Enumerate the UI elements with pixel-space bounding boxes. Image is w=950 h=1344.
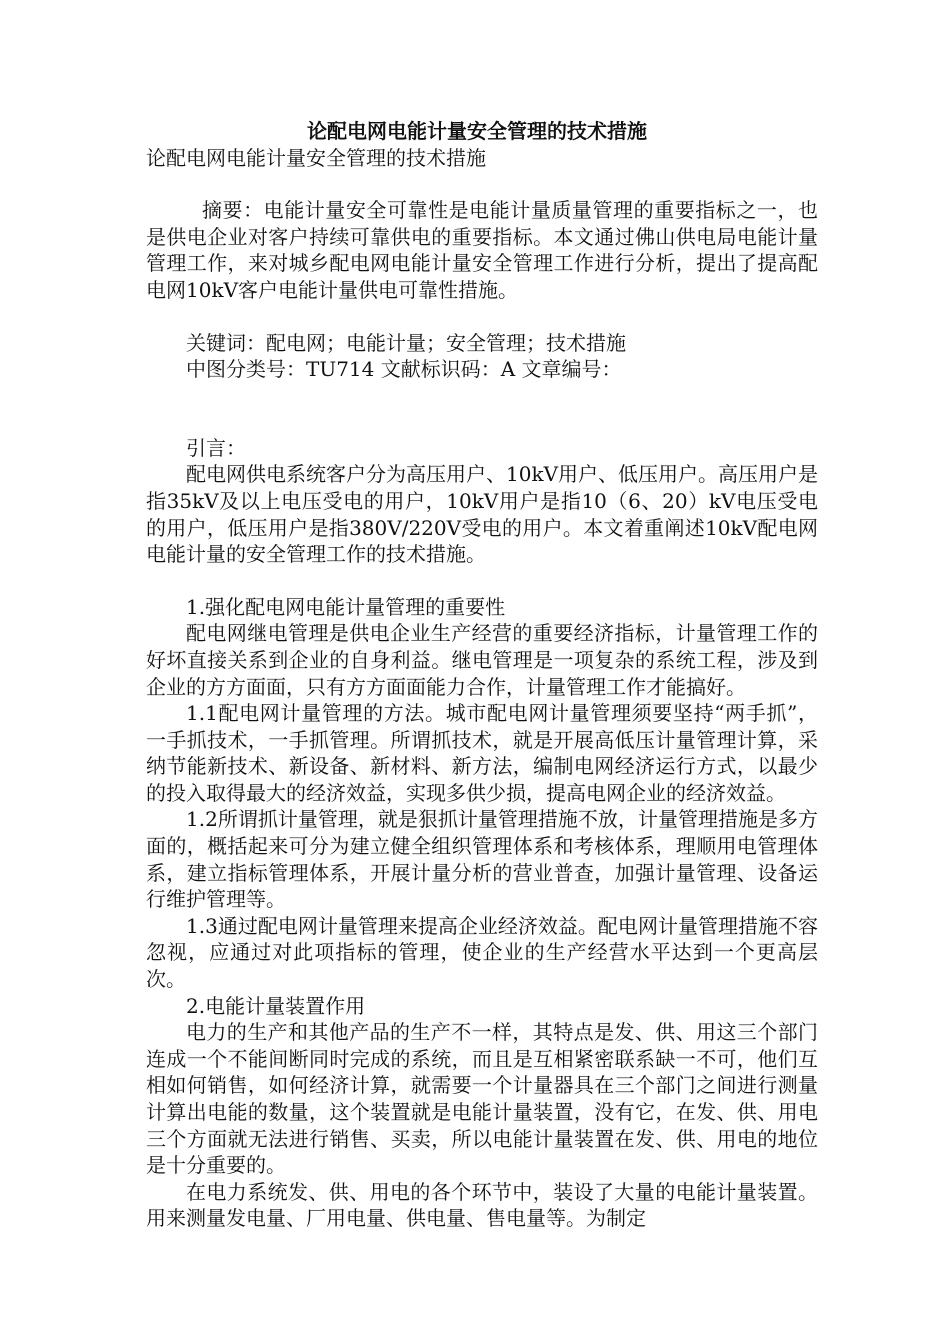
section-1-heading: 1.强化配电网电能计量管理的重要性 bbox=[186, 594, 506, 619]
section-2-paragraph-2: 在电力系统发、供、用电的各个环节中，装设了大量的电能计量装置。用来测量发电量、厂用电量、供电量、售电量等。为制定 bbox=[146, 1179, 818, 1231]
document-title: 论配电网电能计量安全管理的技术措施 bbox=[307, 119, 647, 143]
spacer bbox=[146, 383, 818, 435]
section-2-paragraph-1: 电力的生产和其他产品的生产不一样，其特点是发、供、用这三个部门连成一个不能间断同时完成的系统，而且是互相紧密联系缺一不可，他们互相如何销售，如何经济计算，就需要一个计量器具在三个部门之间进行测量计算出电能的数量，这个装置就是电能计量装置，没有它，在发、供、用电三个方面就无法进行销售、买卖，所以电能计量装置在发、供、用电的地位是十分重要的。 bbox=[146, 1020, 818, 1178]
document-subtitle: 论配电网电能计量安全管理的技术措施 bbox=[146, 145, 486, 170]
spacer bbox=[146, 304, 818, 330]
spacer bbox=[146, 171, 818, 197]
section-2-heading: 2.电能计量装置作用 bbox=[186, 993, 366, 1018]
spacer bbox=[146, 568, 818, 594]
document-page bbox=[146, 118, 818, 1232]
intro-paragraph: 配电网供电系统客户分为高压用户、10kV用户、低压用户。高压用户是指35kV及以上电压受电的用户，10kV用户是指10（6、20）kV电压受电的用户，低压用户是指380V/220V受电的用户。本文着重阐述10kV配电网电能计量的安全管理工作的技术措施。 bbox=[146, 462, 819, 567]
section-1-2-paragraph: 1.2所谓抓计量管理，就是狠抓计量管理措施不放，计量管理措施是多方面的，概括起来可分为建立健全组织管理体系和考核体系，理顺用电管理体系，建立指标管理体系，开展计量分析的营业普查，加强计量管理、设备运行维护管理等。 bbox=[146, 807, 818, 912]
section-1-3-paragraph: 1.3通过配电网计量管理来提高企业经济效益。配电网计量管理措施不容忽视，应通过对此项指标的管理，使企业的生产经营水平达到一个更高层次。 bbox=[146, 913, 818, 992]
keywords-line: 关键词：配电网；电能计量；安全管理；技术措施 bbox=[186, 330, 626, 355]
section-1-1-paragraph: 1.1配电网计量管理的方法。城市配电网计量管理须要坚持“两手抓”，一手抓技术，一手抓管理。所谓抓技术，就是开展高低压计量管理计算，采纳节能新技术、新设备、新材料、新方法，编制电网经济运行方式，以最少的投入取得最大的经济效益，实现多供少损，提高电网企业的经济效益。 bbox=[146, 701, 818, 805]
section-1-paragraph: 配电网继电管理是供电企业生产经营的重要经济指标，计量管理工作的好坏直接关系到企业的自身利益。继电管理是一项复杂的系统工程，涉及到企业的方方面面，只有方方面面能力合作，计量管理工作才能搞好。 bbox=[146, 621, 818, 699]
classification-line: 中图分类号：TU714 文献标识码：A 文章编号： bbox=[186, 357, 622, 382]
intro-heading: 引言： bbox=[186, 435, 246, 460]
abstract-paragraph: 摘要：电能计量安全可靠性是电能计量质量管理的重要指标之一，也是供电企业对客户持续可靠供电的重要指标。本文通过佛山供电局电能计量管理工作，来对城乡配电网电能计量安全管理工作进行分析，提出了提高配电网10kV客户电能计量供电可靠性措施。 bbox=[146, 198, 818, 302]
